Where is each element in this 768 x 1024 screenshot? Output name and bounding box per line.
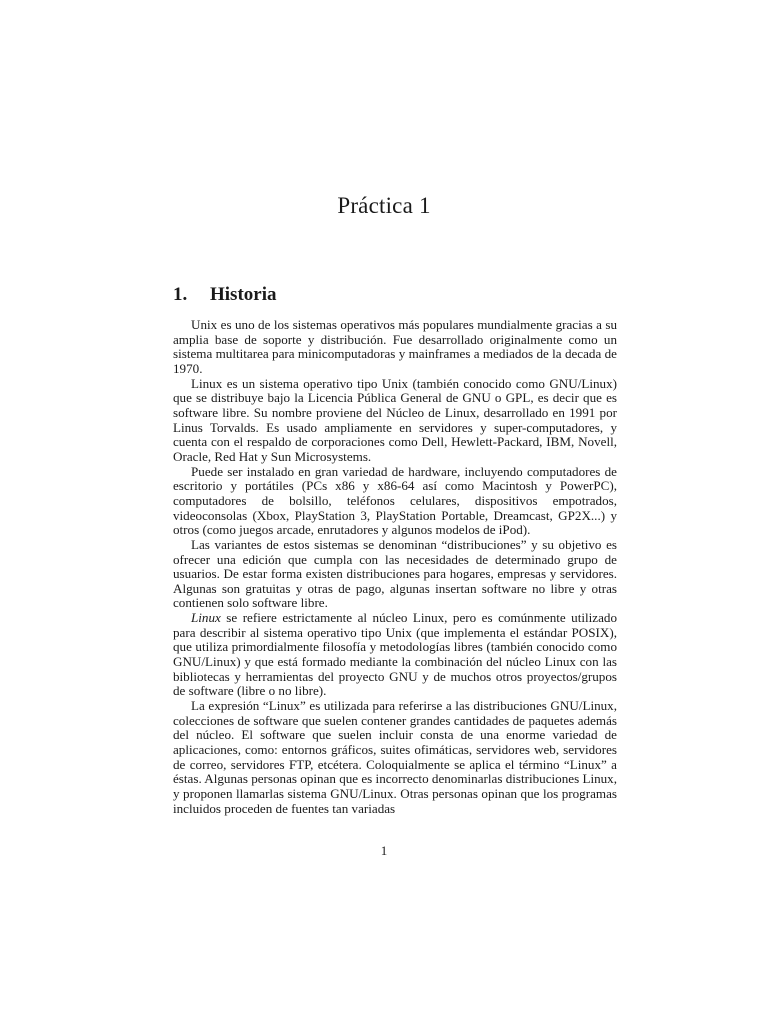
section-body [173, 318, 617, 816]
paragraph-linux-expression: La expresión “Linux” es utilizada para referirse a las distribuciones GNU/Linux, colecciones de software que suelen contener grandes cantidades de paquetes además del núcleo. El software que suelen incluir consta de una enorme variedad de aplicaciones, como: entornos gráficos, suites ofimáticas, servidores web, servidores de correo, servidores FTP, etcétera. Coloquialmente se aplica el término “Linux” a éstas. Algunas personas opinan que es incorrecto denominarlas distribuciones Linux, y proponen llamarlas sistema GNU/Linux. Otras personas opinan que los programas incluidos proceden de fuentes tan variadas [173, 698, 617, 816]
document-title: Práctica 1 [337, 193, 431, 218]
section-heading [173, 284, 277, 306]
page-number: 1 [380, 843, 388, 858]
section-title: Historia [210, 284, 277, 305]
paragraph-linux-kernel-text: se refiere estrictamente al núcleo Linux, pero es comúnmente utilizado para describir al sistema operativo tipo Unix (que implementa el estándar POSIX), que utiliza primordialmente filosofía y metodologías libres (también conocido como GNU/Linux) y que está formado mediante la combinación del núcleo Linux con las bibliotecas y herramientas del proyecto GNU y de muchos otros proyectos/grupos de software (libre o no libre). [173, 610, 617, 699]
paragraph-hardware: Puede ser instalado en gran variedad de hardware, incluyendo computadores de escritorio y portátiles (PCs x86 y x86-64 así como Macintosh y PowerPC), computadores de bolsillo, teléfonos celulares, dispositivos empotrados, videoconsolas (Xbox, PlayStation 3, PlayStation Portable, Dreamcast, GP2X...) y otros (como juegos arcade, enrutadores y algunos modelos de iPod). [173, 463, 617, 538]
paragraph-linux-kernel [173, 611, 617, 699]
italic-term-linux: Linux [191, 610, 221, 626]
paragraph-linux-definition: Linux es un sistema operativo tipo Unix (también conocido como GNU/Linux) que se distribuye bajo la Licencia Pública General de GNU o GPL, es decir que es software libre. Su nombre proviene del Núcleo de Linux, desarrollado en 1991 por Linus Torvalds. Es usado ampliamente en servidores y super-computadores, y cuenta con el respaldo de corporaciones como Dell, Hewlett-Packard, IBM, Novell, Oracle, Red Hat y Sun Microsystems. [173, 375, 617, 464]
paragraph-distributions: Las variantes de estos sistemas se denominan “distribuciones” y su objetivo es ofrecer una edición que cumpla con las necesidades de determinado grupo de usuarios. De estar forma existen distribuciones para hogares, empresas y servidores. Algunas son gratuitas y otras de pago, algunas insertan software no libre y otras contienen solo software libre. [173, 536, 617, 611]
section-number: 1. [173, 284, 188, 305]
paragraph-unix: Unix es uno de los sistemas operativos más populares mundialmente gracias a su amplia base de soporte y distribución. Fue desarrollado originalmente como un sistema multitarea para minicomputadoras y mainframes a mediados de la decada de 1970. [173, 317, 617, 376]
